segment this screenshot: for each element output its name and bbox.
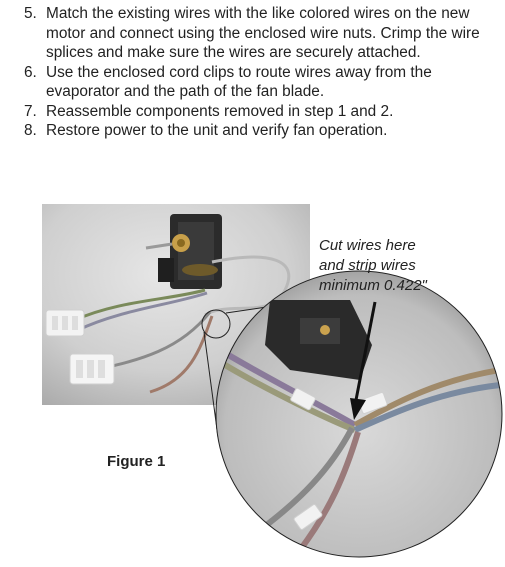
cut-wires-callout [319,236,427,296]
figure-caption: Figure 1 [107,453,166,470]
step-number: 7. [24,102,37,120]
step-text: Match the existing wires with the like colored wires on the new motor and connect using the enclosed wire nuts. Crimp the wire splices and make sure the wires are securely attached. [46,5,480,61]
step-text: Reassemble components removed in step 1 and 2. [46,102,394,120]
callout-line: Cut wires here [319,237,416,254]
callout-line: and strip wires [319,257,416,274]
step-number: 8. [24,122,37,139]
callout-line: minimum 0.422" [319,277,427,294]
step-number: 5. [24,5,37,22]
step-text: Restore power to the unit and verify fan operation. [46,122,388,139]
step-text: Use the enclosed cord clips to route wires away from the evaporator and the path of the fan blade. [46,63,432,100]
step-number: 6. [24,63,37,81]
